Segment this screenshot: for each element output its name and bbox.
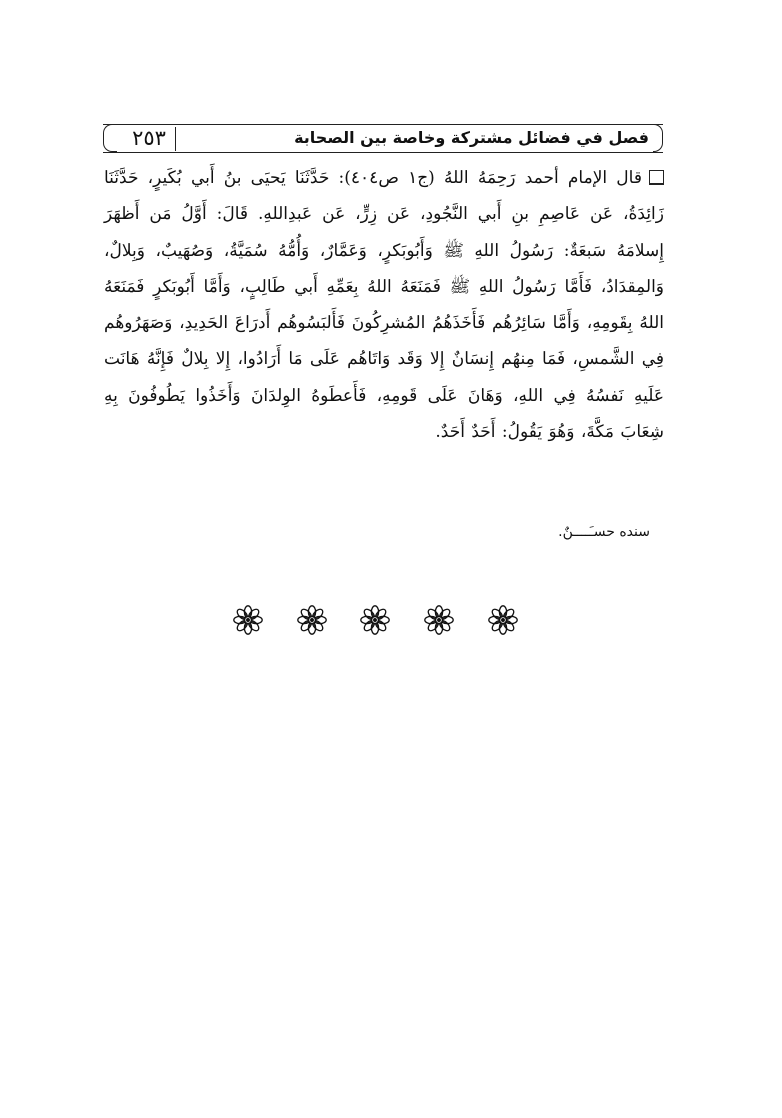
hadith-text: قال الإمام أحمد رَحِمَهُ اللهُ (ج١ ص٤٠٤): حَدَّثَنَا يَحيَى بنُ أَبي بُكَيرٍ، حَدَّثَنَا زَائِدَةُ، عَن عَاصِمِ بنِ أَبي النَّجُودِ، عَن زِرٍّ، عَن عَبدِاللهِ. قَالَ: أَوَّلُ مَن أَظهَرَ إِسلامَهُ سَبعَةٌ: رَسُولُ اللهِ ﷺ وَأَبُوبَكرٍ، وَعَمَّارٌ، وَأُمُّهُ سُمَيَّةُ، وَصُهَيبٌ، وَبِلالٌ، وَالمِقدَادُ، فَأَمَّا رَسُولُ اللهِ ﷺ فَمَنَعَهُ اللهُ بِعَمِّهِ أَبي طَالِبٍ، وَأَمَّا أَبُوبَكرٍ فَمَنَعَهُ اللهُ بِقَومِهِ، وَأَمَّا سَائِرُهُم فَأَخَذَهُمُ المُشرِكُونَ فَأَلبَسُوهُم أَدرَاعَ الحَدِيدِ، وَصَهَرُوهُم فِي الشَّمسِ، فَمَا مِنهُم إِنسَانٌ إِلا وَقَد وَاتَاهُم عَلَى مَا أَرَادُوا، إِلا بِلالٌ فَإِنَّهُ هَانَت عَلَيهِ نَفسُهُ فِي اللهِ، وَهَانَ عَلَى قَومِهِ، فَأَعطَوهُ الوِلدَانَ وَأَخَذُوا يَطُوفُونَ بِهِ شِعَابَ مَكَّةَ، وَهُوَ يَقُولُ: أَحَدٌ أَحَدٌ. — [104, 168, 664, 443]
page-number: ٢٥٣ — [132, 126, 166, 150]
paragraph-box-marker-icon — [649, 170, 664, 185]
page-number-separator — [175, 127, 176, 151]
page-header — [103, 124, 663, 153]
running-title: فصل في فضائل مشتركة وخاصة بين الصحابة — [294, 128, 649, 147]
header-right-bracket — [653, 124, 663, 152]
header-left-bracket — [103, 124, 117, 152]
flower-ornament-icon — [359, 604, 391, 636]
flower-ornament-icon — [423, 604, 455, 636]
flower-ornament-icon — [487, 604, 519, 636]
hadith-paragraph — [104, 160, 664, 450]
ornament-divider — [232, 604, 532, 640]
hadith-grade: سنده حسـَــــنٌ. — [558, 524, 650, 540]
flower-ornament-icon — [232, 604, 264, 636]
flower-ornament-icon — [296, 604, 328, 636]
header-bottom-rule — [103, 152, 663, 153]
